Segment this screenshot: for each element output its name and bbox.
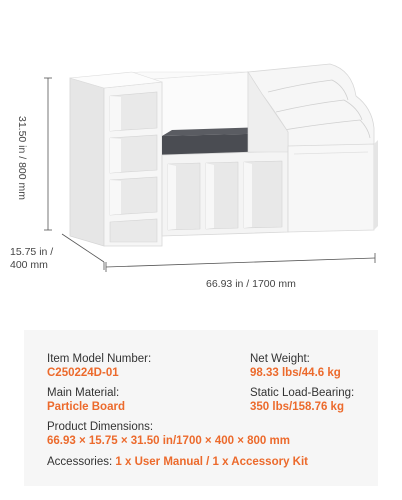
width-dimension-label: 66.93 in / 1700 mm — [206, 278, 296, 290]
depth-dimension-label — [10, 246, 53, 272]
spec-item-model-number — [47, 352, 151, 380]
spec-value: 98.33 lbs/44.6 kg — [250, 367, 341, 379]
spec-value: 66.93 × 15.75 × 31.50 in/1700 × 400 × 800 mm — [47, 435, 290, 447]
spec-label: Item Model Number: — [47, 353, 152, 365]
spec-value: C250224D-01 — [47, 367, 119, 379]
depth-dimension-line-2: 400 mm — [10, 259, 48, 271]
width-dimension-line — [106, 258, 375, 267]
spec-label: Net Weight: — [250, 353, 310, 365]
spec-value: Particle Board — [47, 401, 125, 413]
spec-value: 350 lbs/158.76 kg — [250, 401, 344, 413]
spec-product-dimensions — [47, 420, 290, 448]
spec-net-weight — [250, 352, 341, 380]
spec-static-load — [250, 386, 354, 414]
spec-label: Main Material: — [47, 387, 120, 399]
spec-accessories — [47, 455, 308, 469]
left-cabinet-side — [70, 78, 104, 246]
spec-label: Product Dimensions: — [47, 421, 154, 433]
height-dimension-label: 31.50 in / 800 mm — [16, 115, 28, 201]
spec-label: Static Load-Bearing: — [250, 387, 355, 399]
specifications-panel — [24, 330, 378, 486]
spec-main-material — [47, 386, 125, 414]
depth-dimension-line-1: 15.75 in / — [10, 246, 54, 258]
spec-label: Accessories: — [47, 456, 113, 468]
bench-cubbies — [168, 161, 282, 230]
right-drawer — [288, 144, 374, 232]
spec-value: 1 x User Manual / 1 x Accessory Kit — [115, 456, 308, 468]
